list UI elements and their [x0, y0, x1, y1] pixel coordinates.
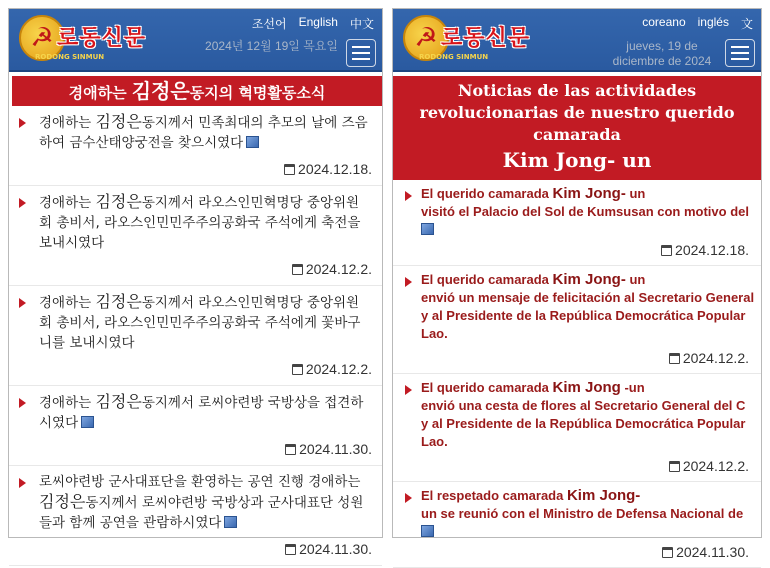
- bullet-arrow-icon: [405, 493, 412, 503]
- item-date: 2024.12.2.: [682, 458, 749, 474]
- calendar-icon: [284, 164, 295, 175]
- calendar-icon: [662, 547, 673, 558]
- photo-icon: [81, 416, 94, 428]
- news-item[interactable]: 경애하는 김정은동지께서 라오스인민혁명당 중앙위원회 총비서, 라오스인민민주주의공화국 주석에게 축전을 보내시였다 2024.12.2.: [9, 186, 382, 286]
- news-item[interactable]: El querido camarada Kim Jong -un envió una cesta de flores al Secretario General del C y al Presidente de la República Democrática Popular Lao. 2024.12.2.: [393, 374, 761, 482]
- item-date: 2024.11.30.: [299, 441, 372, 457]
- lang-chinese-link[interactable]: 中文: [349, 17, 374, 31]
- item-date: 2024.12.18.: [298, 161, 372, 177]
- language-switcher: [252, 15, 374, 32]
- korean-page: [8, 8, 383, 557]
- bullet-arrow-icon: [405, 385, 412, 395]
- logo-subtext: RODONG SINMUN: [35, 53, 105, 61]
- spanish-page: [392, 8, 762, 560]
- party-emblem-icon: ☭: [19, 15, 65, 61]
- bullet-arrow-icon: [19, 398, 26, 408]
- section-title: 경애하는 김정은동지의 혁명활동소식: [9, 76, 382, 106]
- logo-text: 로동신문: [441, 25, 531, 51]
- item-date: 2024.11.30.: [676, 544, 749, 560]
- bullet-arrow-icon: [19, 118, 26, 128]
- current-date: 2024년 12월 19일 목요일: [205, 39, 338, 53]
- news-list: [393, 180, 761, 568]
- calendar-icon: [669, 461, 680, 472]
- hamburger-icon: [352, 46, 370, 48]
- item-date: 2024.11.30.: [299, 541, 372, 557]
- news-list: [9, 106, 382, 566]
- item-date: 2024.12.2.: [305, 361, 372, 377]
- rodong-sinmun-logo[interactable]: [403, 15, 533, 61]
- news-item[interactable]: El querido camarada Kim Jong- un envió un mensaje de felicitación al Secretario General y al Presidente de la República Democrática Popular Lao. 2024.12.2.: [393, 266, 761, 374]
- site-header: [393, 9, 761, 72]
- hamburger-icon: [731, 46, 749, 48]
- news-item[interactable]: El querido camarada Kim Jong- un visitó el Palacio del Sol de Kumsusan con motivo del 2024.12.18.: [393, 180, 761, 266]
- photo-icon: [421, 525, 434, 537]
- news-item[interactable]: 로씨야련방 군사대표단을 환영하는 공연 진행 경애하는 김정은동지께서 로씨야련방 국방상과 군사대표단 성원들과 함께 공연을 관람하시였다 2024.11.30.: [9, 466, 382, 566]
- item-date: 2024.12.2.: [305, 261, 372, 277]
- news-item[interactable]: El respetado camarada Kim Jong- un se reunió con el Ministro de Defensa Nacional de 2024.11.30.: [393, 482, 761, 568]
- calendar-icon: [292, 364, 303, 375]
- current-date: jueves, 19 de diciembre de 2024: [612, 39, 712, 68]
- bullet-arrow-icon: [19, 298, 26, 308]
- language-switcher: [642, 15, 753, 32]
- news-item[interactable]: 경애하는 김정은동지께서 로씨야련방 국방상을 접견하시였다 2024.11.30.: [9, 386, 382, 466]
- photo-icon: [224, 516, 237, 528]
- hamburger-menu-button[interactable]: [725, 39, 755, 67]
- photo-icon: [246, 136, 259, 148]
- lang-korean-link[interactable]: coreano: [642, 15, 686, 29]
- hamburger-menu-button[interactable]: [346, 39, 376, 67]
- lang-english-link[interactable]: inglés: [697, 15, 729, 29]
- news-item[interactable]: 경애하는 김정은동지께서 민족최대의 추모의 날에 즈음하여 금수산태양궁전을 찾으시였다 2024.12.18.: [9, 106, 382, 186]
- calendar-icon: [285, 444, 296, 455]
- logo-subtext: RODONG SINMUN: [419, 53, 489, 61]
- lang-english-link[interactable]: English: [298, 15, 338, 29]
- site-header: [9, 9, 382, 72]
- lang-korean-link[interactable]: 조선어: [251, 17, 287, 31]
- bullet-arrow-icon: [19, 478, 26, 488]
- rodong-sinmun-logo[interactable]: [19, 15, 149, 61]
- calendar-icon: [285, 544, 296, 555]
- logo-text: 로동신문: [57, 25, 147, 51]
- party-emblem-icon: ☭: [403, 15, 449, 61]
- item-date: 2024.12.2.: [682, 350, 749, 366]
- bullet-arrow-icon: [405, 191, 412, 201]
- section-title: Noticias de las actividades revolucionarias de nuestro querido camarada Kim Jong- un: [393, 76, 761, 180]
- calendar-icon: [661, 245, 672, 256]
- bullet-arrow-icon: [19, 198, 26, 208]
- lang-chinese-link[interactable]: 文: [740, 17, 753, 31]
- item-date: 2024.12.18.: [675, 242, 749, 258]
- calendar-icon: [292, 264, 303, 275]
- bullet-arrow-icon: [405, 277, 412, 287]
- news-item[interactable]: 경애하는 김정은동지께서 라오스인민혁명당 중앙위원회 총비서, 라오스인민민주주의공화국 주석에게 꽃바구니를 보내시였다 2024.12.2.: [9, 286, 382, 386]
- photo-icon: [421, 223, 434, 235]
- calendar-icon: [669, 353, 680, 364]
